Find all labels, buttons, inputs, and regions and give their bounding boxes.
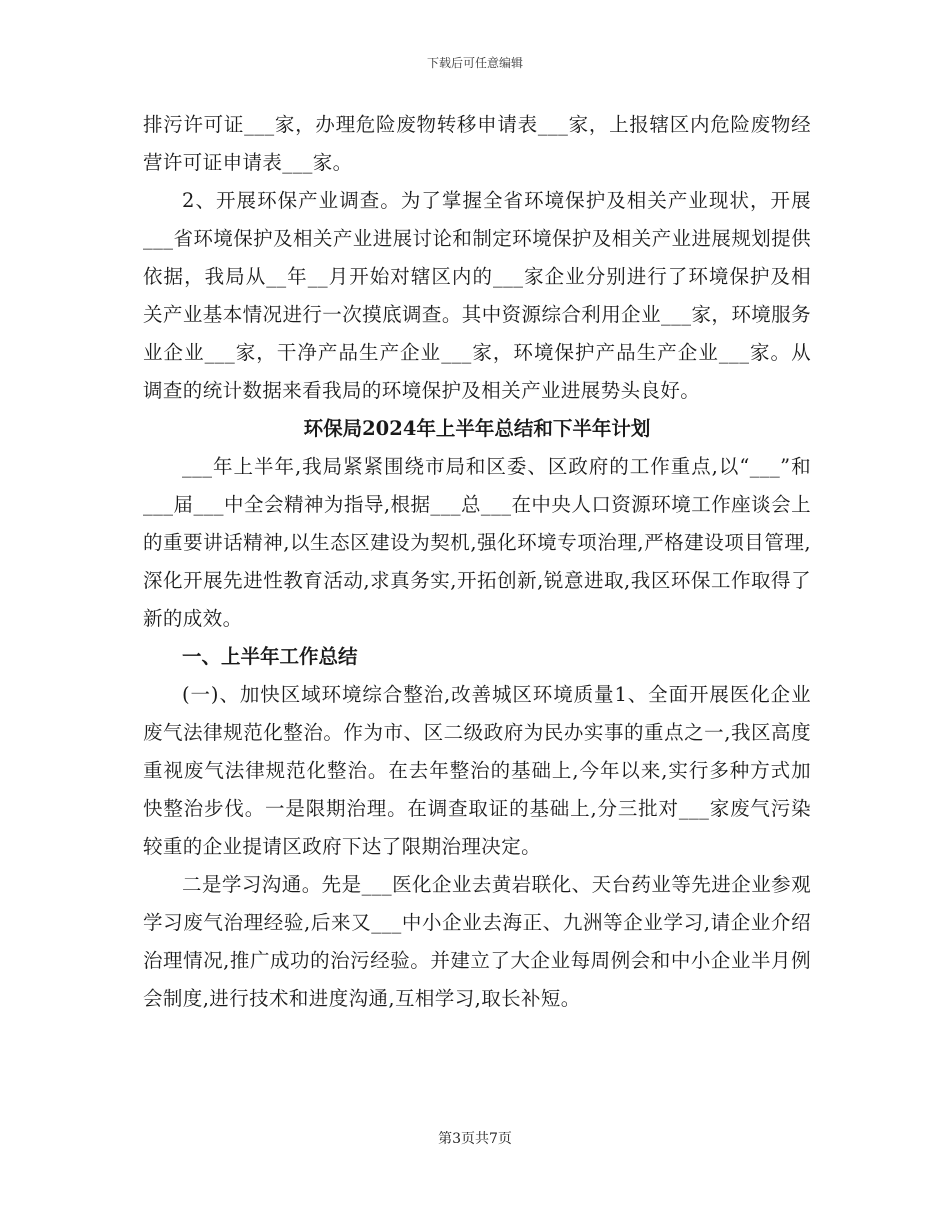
document-body bbox=[143, 106, 811, 1018]
paragraph-permits: 排污许可证___家，办理危险废物转移申请表___家，上报辖区内危险废物经营许可证申请表___家。 bbox=[143, 113, 811, 174]
paragraph-learning-exchange: 二是学习沟通。先是___医化企业去黄岩联化、天台药业等先进企业参观学习废气治理经验,后来又___中小企业去海正、九洲等企业学习,请企业介绍治理情况,推广成功的治污经验。并建立了大企业每周例会和中小企业半月例会制度,进行技术和进度沟通,互相学习,取长补短。 bbox=[143, 873, 811, 1010]
heading-first-half-summary: 一、上半年工作总结 bbox=[182, 645, 358, 668]
section-title: 环保局2024年上半年总结和下半年计划 bbox=[303, 417, 651, 440]
page-header: 下载后可任意编辑 bbox=[426, 56, 523, 70]
page-number: 第3页共7页 bbox=[438, 1131, 512, 1147]
paragraph-environment-rectification: (一)、加快区域环境综合整治,改善城区环境质量1、全面开展医化企业废气法律规范化整治。作为市、区二级政府为民办实事的重点之一,我区高度重视废气法律规范化整治。在去年整治的基础上,今年以来,实行多种方式加快整治步伐。一是限期治理。在调查取证的基础上,分三批对___家废气污染较重的企业提请区政府下达了限期治理决定。 bbox=[143, 683, 811, 858]
paragraph-industry-survey: 2、开展环保产业调查。为了掌握全省环境保护及相关产业现状，开展___省环境保护及相关产业进展讨论和制定环境保护及相关产业进展规划提供依据，我局从__年__月开始对辖区内的___家企业分别进行了环境保护及相关产业基本情况进行一次摸底调查。其中资源综合利用企业___家，环境服务业企业___家，干净产品生产企业___家，环境保护产品生产企业___家。从调查的统计数据来看我局的环境保护及相关产业进展势头良好。 bbox=[143, 189, 811, 402]
paragraph-intro: ___年上半年,我局紧紧围绕市局和区委、区政府的工作重点,以“___”和___届___中全会精神为指导,根据___总___在中央人口资源环境工作座谈会上的重要讲话精神,以生态区建设为契机,强化环境专项治理,严格建设项目管理,深化开展先进性教育活动,求真务实,开拓创新,锐意进取,我区环保工作取得了新的成效。 bbox=[143, 455, 811, 630]
